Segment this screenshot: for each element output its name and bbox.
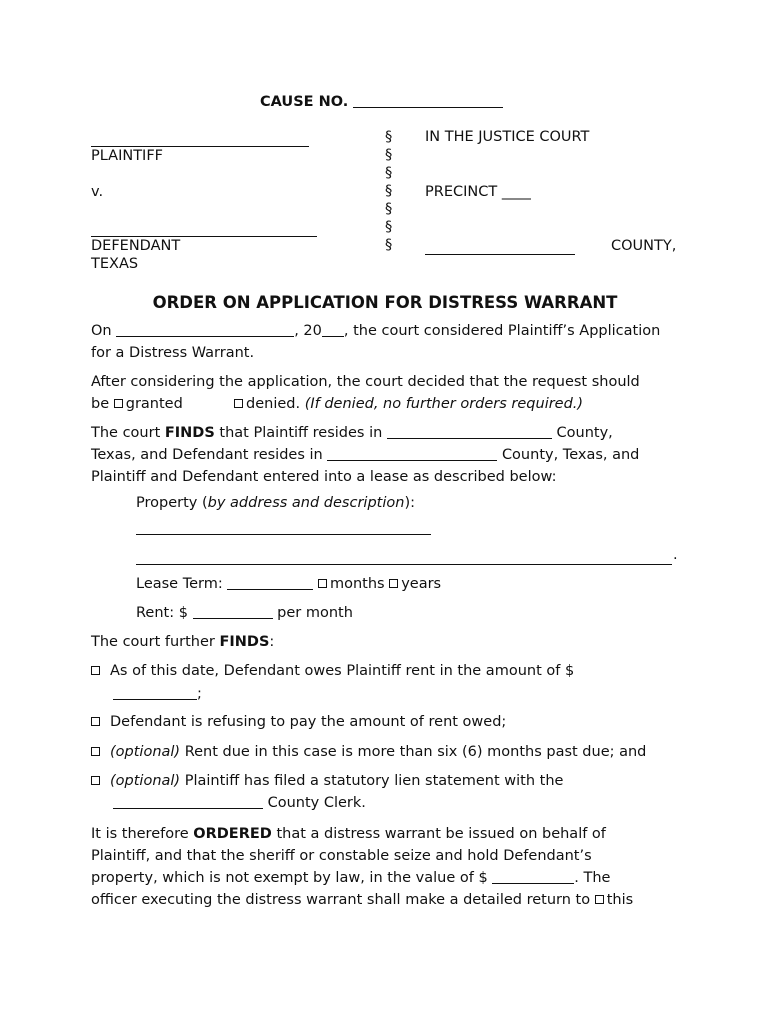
- granted-checkbox[interactable]: [114, 399, 123, 408]
- property-period: .: [673, 547, 678, 563]
- finding-1-text: As of this date, Defendant owes Plaintiff rent in the amount of $: [110, 663, 575, 679]
- consideration-text-2: for a Distress Warrant.: [91, 345, 255, 361]
- date-blank[interactable]: [116, 323, 294, 337]
- defendant-label: DEFENDANT: [91, 238, 181, 254]
- months-checkbox[interactable]: [318, 579, 327, 588]
- finding-2-text: Defendant is refusing to pay the amount of rent owed;: [110, 714, 507, 730]
- lease-term-blank[interactable]: [227, 576, 313, 590]
- section-mark: §: [385, 219, 393, 235]
- finding-4-text: Plaintiff has filed a statutory lien statement with the: [184, 773, 564, 789]
- document-title: ORDER ON APPLICATION FOR DISTRESS WARRANT: [152, 293, 618, 312]
- texas-label: TEXAS: [91, 256, 139, 272]
- cause-number-blank[interactable]: [353, 94, 503, 108]
- rent: [136, 605, 353, 621]
- property-label: [136, 495, 415, 511]
- lease-term-label: Lease Term:: [136, 576, 223, 592]
- rent-owed-blank[interactable]: [113, 686, 197, 700]
- order-text-4: officer executing the distress warrant shall make a detailed return to: [91, 892, 591, 908]
- plaintiff-label: PLAINTIFF: [91, 148, 164, 164]
- optional-label: (optional): [110, 773, 181, 789]
- order-text-1: that a distress warrant be issued on behalf of: [276, 826, 606, 842]
- per-month-label: per month: [277, 605, 353, 621]
- property-value-blank[interactable]: [492, 870, 574, 884]
- finding-1-amount: [113, 686, 202, 702]
- finding-1-semicolon: ;: [197, 686, 202, 702]
- section-mark: §: [385, 147, 393, 163]
- optional-label: (optional): [110, 744, 181, 760]
- decision-text: After considering the application, the court decided that the request should: [91, 374, 640, 390]
- finding-4-checkbox[interactable]: [91, 776, 100, 785]
- finding-3-checkbox[interactable]: [91, 747, 100, 756]
- finding-1: [91, 663, 574, 679]
- further-finds: [91, 634, 274, 650]
- property-label-text: Property (: [136, 495, 208, 511]
- order-text-3: property, which is not exempt by law, in the value of $: [91, 870, 488, 886]
- clerk-county-blank[interactable]: [113, 795, 263, 809]
- rent-label: Rent: $: [136, 605, 188, 621]
- section-mark: §: [385, 237, 393, 253]
- court-name: IN THE JUSTICE COURT: [425, 129, 590, 145]
- consideration-text: , the court considered Plaintiff’s Application: [343, 323, 661, 339]
- months-label: months: [329, 576, 385, 592]
- finding-1-checkbox[interactable]: [91, 666, 100, 675]
- county-name-line[interactable]: [425, 254, 575, 255]
- denied-label: denied.: [246, 396, 301, 412]
- section-mark: §: [385, 183, 393, 199]
- county-texas-text: County, Texas, and: [501, 447, 640, 463]
- rent-blank[interactable]: [193, 605, 273, 619]
- county-label: COUNTY,: [611, 238, 677, 254]
- cause-number: [260, 94, 503, 110]
- paragraph-consideration: [91, 320, 691, 364]
- be-label: be: [91, 396, 110, 412]
- property-close: ):: [404, 495, 415, 511]
- defendant-county-blank[interactable]: [327, 447, 497, 461]
- property-line-1[interactable]: [136, 534, 431, 535]
- further-finds-label: FINDS: [219, 634, 270, 650]
- further-colon: :: [269, 634, 275, 650]
- finding-4-clerk: [113, 795, 366, 811]
- year-blank[interactable]: [322, 323, 344, 337]
- county-word: County,: [556, 425, 613, 441]
- paragraph-order: [91, 823, 691, 911]
- finding-4: [91, 773, 563, 789]
- section-mark: §: [385, 201, 393, 217]
- plaintiff-name-line[interactable]: [91, 146, 309, 147]
- resides-text: that Plaintiff resides in: [219, 425, 383, 441]
- ordered-label: ORDERED: [193, 826, 272, 842]
- lease-term: [136, 576, 441, 592]
- order-prefix: It is therefore: [91, 826, 189, 842]
- years-label: years: [401, 576, 442, 592]
- denied-checkbox[interactable]: [234, 399, 243, 408]
- lease-text: Plaintiff and Defendant entered into a lease as described below:: [91, 469, 557, 485]
- years-checkbox[interactable]: [389, 579, 398, 588]
- further-prefix: The court further: [91, 634, 215, 650]
- defendant-resides-text: Texas, and Defendant resides in: [91, 447, 323, 463]
- finding-2: [91, 714, 506, 730]
- order-text-3b: . The: [574, 870, 611, 886]
- versus-label: v.: [91, 184, 104, 200]
- property-line-2[interactable]: [136, 564, 672, 565]
- property-desc: by address and description: [207, 495, 405, 511]
- year-prefix: , 20: [294, 323, 322, 339]
- order-text-2: Plaintiff, and that the sheriff or constable seize and hold Defendant’s: [91, 848, 592, 864]
- on-label: On: [91, 323, 112, 339]
- finding-3: [91, 744, 646, 760]
- paragraph-findings: [91, 422, 691, 488]
- finding-3-text: Rent due in this case is more than six (6) months past due; and: [184, 744, 647, 760]
- finding-2-checkbox[interactable]: [91, 717, 100, 726]
- denied-note: (If denied, no further orders required.): [304, 396, 584, 412]
- granted-label: granted: [125, 396, 183, 412]
- plaintiff-county-blank[interactable]: [387, 425, 552, 439]
- precinct-label: PRECINCT ____: [425, 184, 531, 200]
- county-clerk-text: County Clerk.: [267, 795, 366, 811]
- section-mark: §: [385, 129, 393, 145]
- order-text-4b: this: [606, 892, 634, 908]
- the-court-label: The court: [91, 425, 161, 441]
- return-checkbox[interactable]: [595, 895, 604, 904]
- cause-number-label: CAUSE NO.: [260, 94, 349, 110]
- paragraph-decision: [91, 371, 691, 415]
- finds-label: FINDS: [164, 425, 215, 441]
- defendant-name-line[interactable]: [91, 236, 317, 237]
- section-mark: §: [385, 165, 393, 181]
